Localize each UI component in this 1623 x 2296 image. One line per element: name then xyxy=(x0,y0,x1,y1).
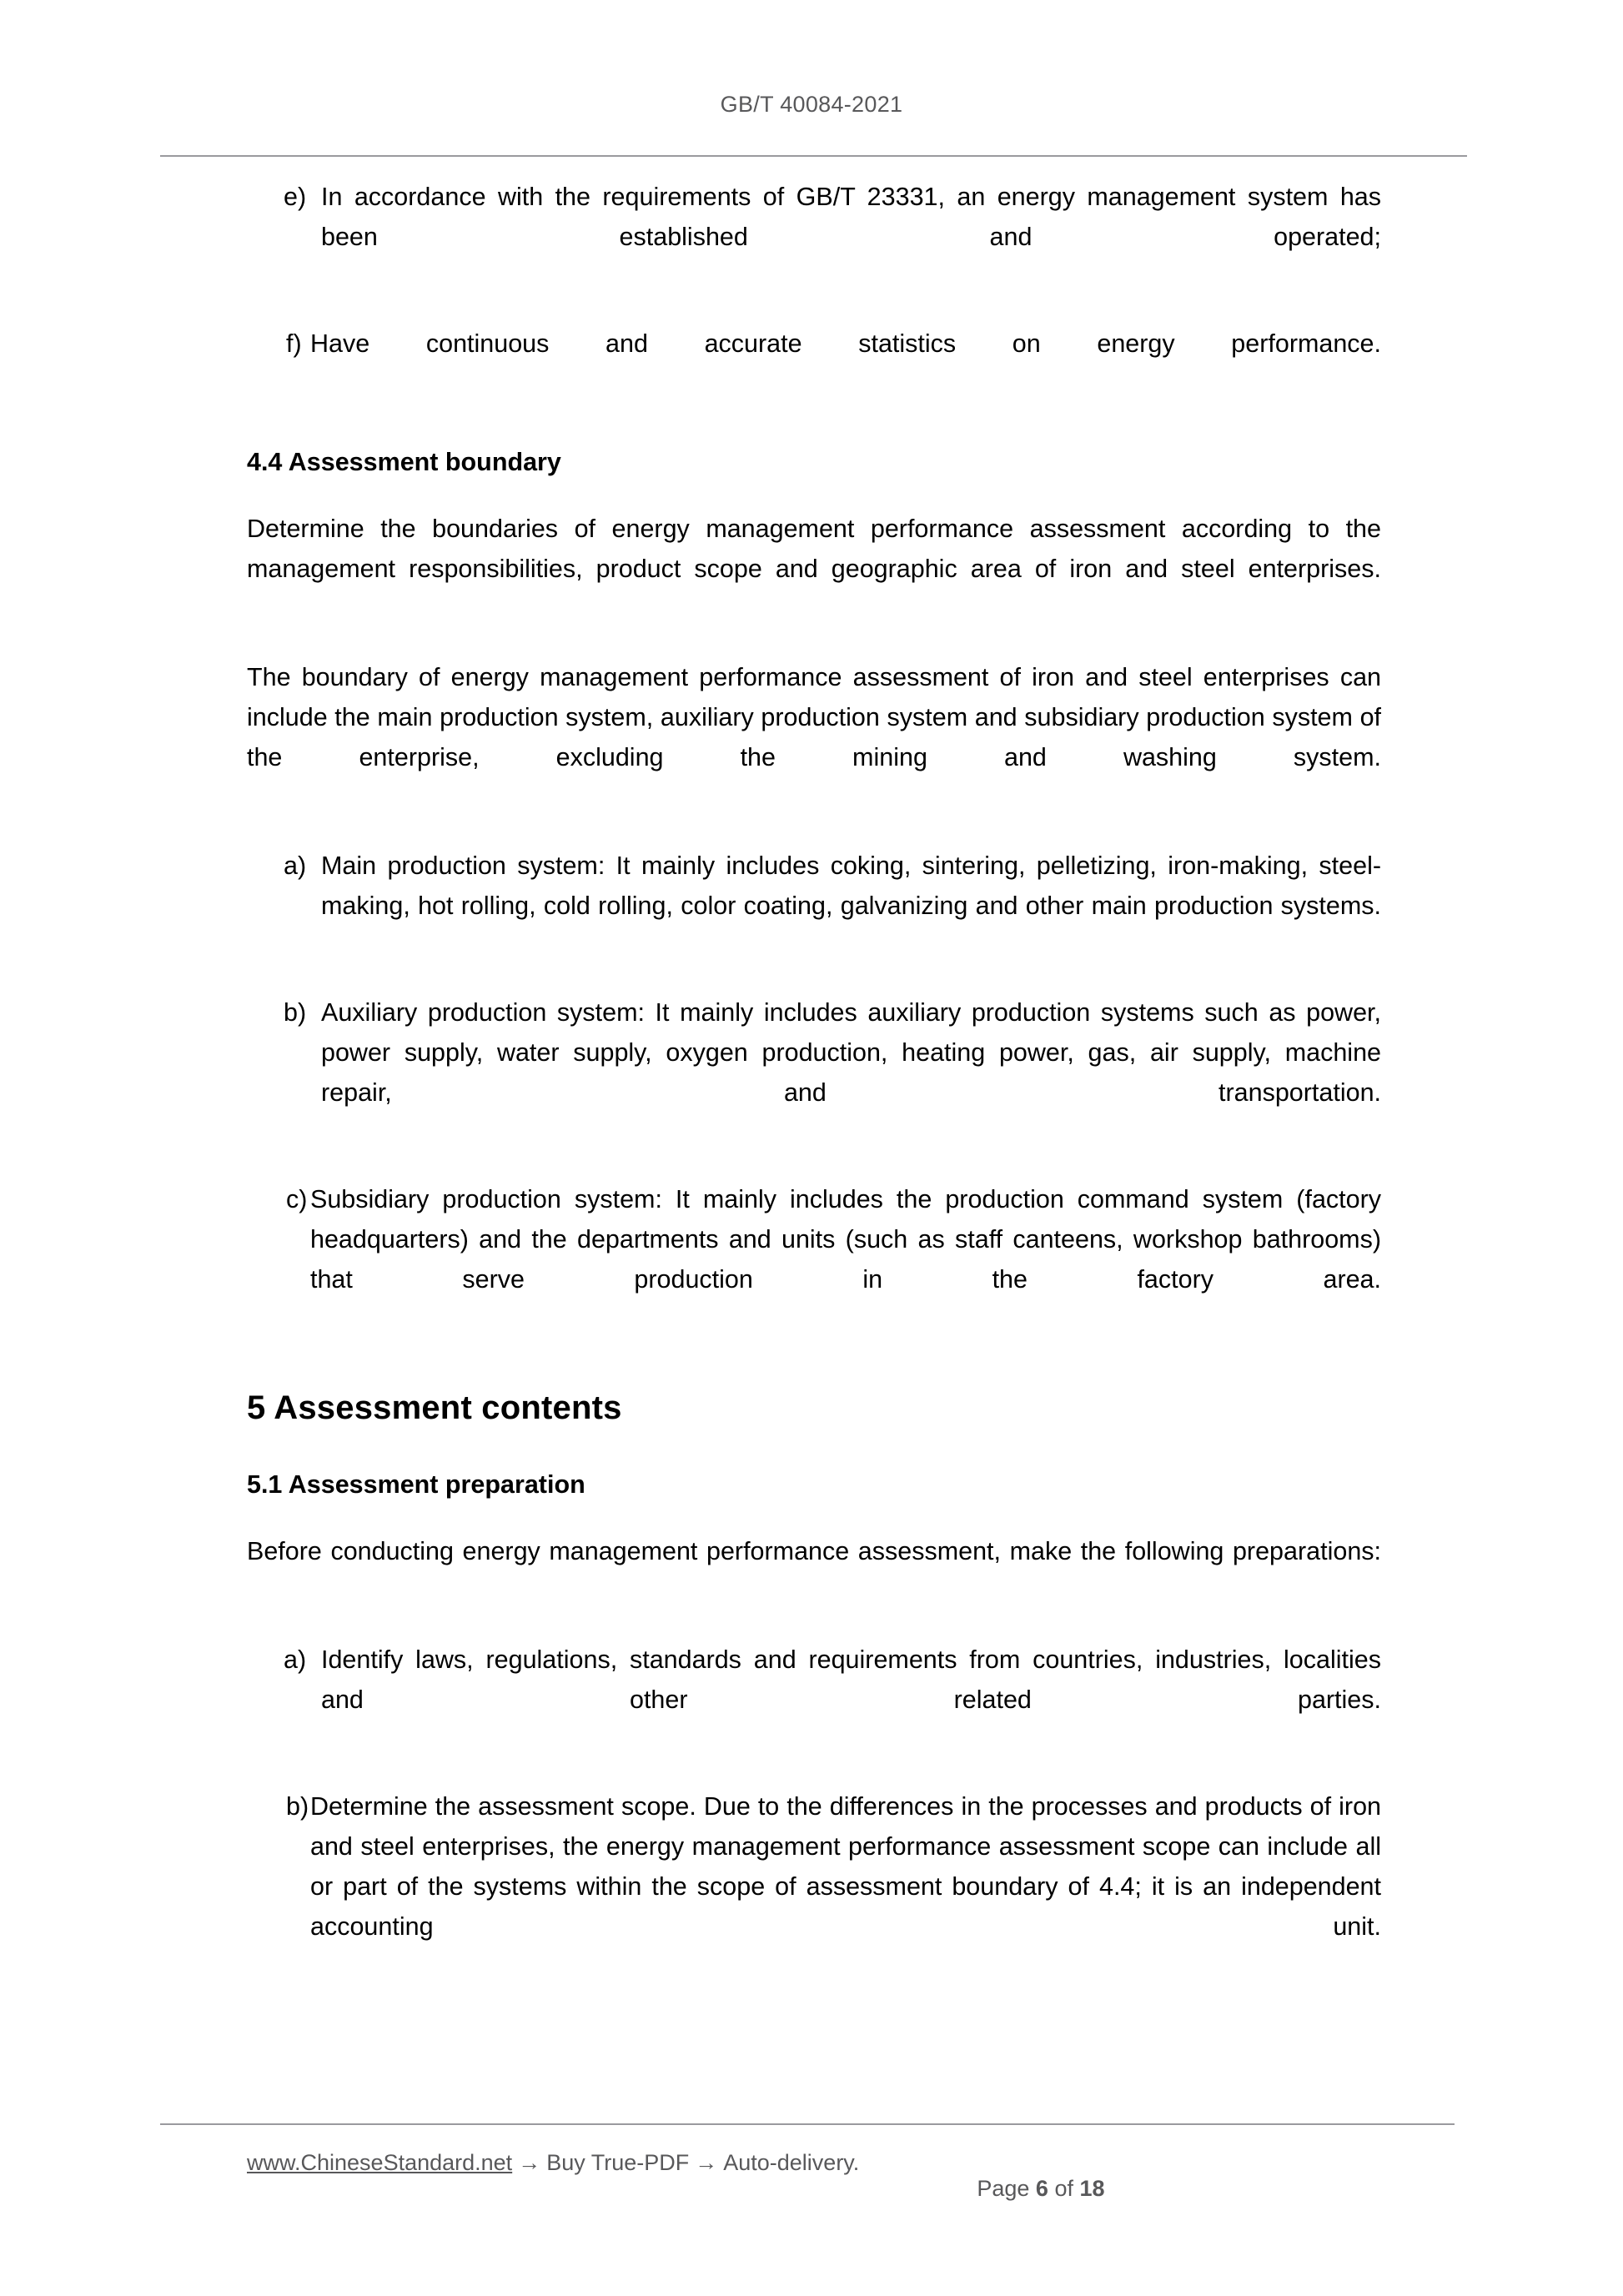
header-divider xyxy=(160,155,1467,157)
standard-identifier: GB/T 40084-2021 xyxy=(720,92,903,117)
footer-divider xyxy=(160,2123,1455,2125)
heading-4-4: 4.4 Assessment boundary xyxy=(247,448,561,476)
paragraph-5-1-intro: Before conducting energy management performance assessment, make the following preparations: xyxy=(247,1537,1381,1565)
list-item-5-1-b xyxy=(247,1786,1381,1987)
list-item-4-4-c xyxy=(247,1179,1381,1339)
list-item-text: Have continuous and accurate statistics on energy performance. xyxy=(310,329,1381,358)
footer-delivery-text: Auto-delivery. xyxy=(723,2150,860,2175)
list-marker: a) xyxy=(284,852,307,880)
list-marker: e) xyxy=(284,183,307,211)
page-number-indicator xyxy=(939,2150,1104,2228)
footer-promo-text: Buy True-PDF xyxy=(546,2150,690,2175)
list-item-e xyxy=(247,177,1381,297)
arrow-right-icon: → xyxy=(695,2150,718,2175)
spacer xyxy=(247,430,1381,439)
list-item-text: Main production system: It mainly includes coking, sintering, pelletizing, iron-making, steel-making, hot rolling, cold rolling, color coating, galvanizing and other main production systems. xyxy=(321,852,1381,920)
document-body xyxy=(247,177,1381,2013)
total-page-number: 18 xyxy=(1079,2176,1105,2201)
heading-5: 5 Assessment contents xyxy=(247,1389,622,1426)
page-footer xyxy=(247,2150,1381,2228)
list-item-4-4-b xyxy=(247,992,1381,1153)
page-label: Page xyxy=(977,2176,1030,2201)
paragraph-4-4-2: The boundary of energy management performance assessment of iron and steel enterprises can include the main production system, auxiliary production system and subsidiary production system of the enterprise, excluding the mining and washing system. xyxy=(247,663,1381,771)
paragraph-4-4-1: Determine the boundaries of energy management performance assessment according to the management responsibilities, product scope and geographic area of iron and steel enterprises. xyxy=(247,515,1381,583)
of-label: of xyxy=(1054,2176,1073,2201)
page-header xyxy=(158,92,1465,118)
list-item-5-1-a xyxy=(247,1640,1381,1760)
list-item-text: Determine the assessment scope. Due to the differences in the processes and products of iron and steel enterprises, the energy management performance assessment scope can include all or part of the systems within the scope of assessment boundary of 4.4; it is an independent accounting unit. xyxy=(310,1792,1381,1941)
list-marker: b) xyxy=(286,1792,309,1821)
list-marker: a) xyxy=(284,1645,307,1674)
footer-website-link[interactable]: www.ChineseStandard.net xyxy=(247,2150,513,2175)
current-page-number: 6 xyxy=(1035,2176,1048,2201)
list-item-text: Auxiliary production system: It mainly includes auxiliary production systems such as power, power supply, water supply, oxygen production, heating power, gas, air supply, machine repair, and transportation. xyxy=(321,998,1381,1107)
list-item-text: Identify laws, regulations, standards and requirements from countries, industries, localities and other related parties. xyxy=(321,1645,1381,1714)
list-marker: f) xyxy=(286,329,302,358)
heading-5-1: 5.1 Assessment preparation xyxy=(247,1470,585,1499)
list-item-text: Subsidiary production system: It mainly includes the production command system (factory headquarters) and the departments and units (such as staff canteens, workshop bathrooms) that serve production in the factory area. xyxy=(310,1185,1381,1294)
list-marker: b) xyxy=(284,998,307,1027)
list-item-f xyxy=(247,324,1381,404)
footer-promo-line xyxy=(247,2150,859,2176)
list-marker: c) xyxy=(286,1185,308,1213)
list-item-text: In accordance with the requirements of GB/T 23331, an energy management system has been established and operated; xyxy=(321,183,1381,251)
list-item-4-4-a xyxy=(247,846,1381,966)
arrow-right-icon: → xyxy=(518,2150,541,2175)
